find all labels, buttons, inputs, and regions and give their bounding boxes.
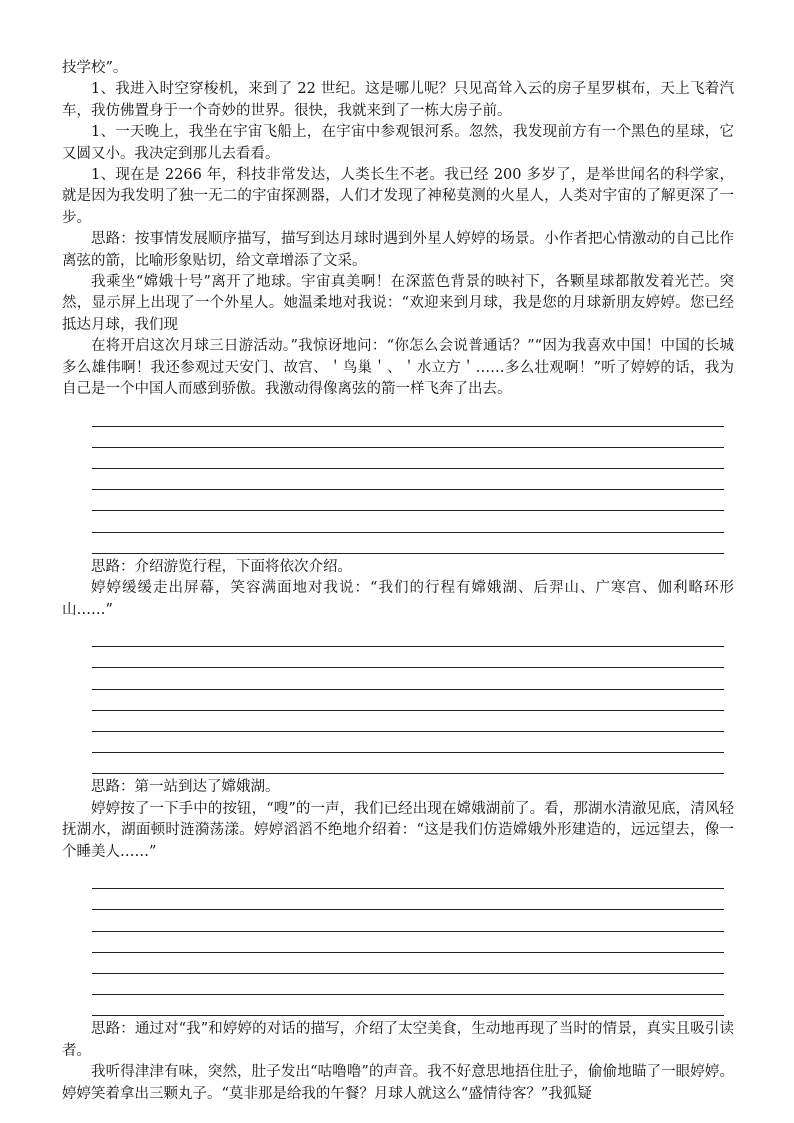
writing-line[interactable] (92, 626, 724, 647)
writing-line[interactable] (92, 511, 724, 532)
writing-line[interactable] (92, 490, 724, 511)
writing-line[interactable] (92, 974, 724, 995)
writing-line[interactable] (92, 533, 724, 554)
thinking-note: 思路：通过对“我”和婷婷的对话的描写，介绍了太空美食，生动地再现了当时的情景，真实且吸引读者。 (62, 1021, 734, 1059)
paragraph: 1、我进入时空穿梭机，来到了 22 世纪。这是哪儿呢？只见高耸入云的房子星罗棋布，天上飞着汽车，我仿佛置身于一个奇妙的世界。很快，我就来到了一栋大房子前。 (62, 81, 734, 119)
writing-line[interactable] (92, 910, 724, 931)
thinking-note: 思路：按事情发展顺序描写，描写到达月球时遇到外星人婷婷的场景。小作者把心情激动的自己比作离弦的箭，比喻形象贴切，给文章增添了文采。 (62, 231, 734, 269)
paragraph: 婷婷按了一下手中的按钮，“嗖”的一声，我们已经出现在嫦娥湖前了。看，那湖水清澈见底，清风轻抚湖水，湖面顿时涟漪荡漾。婷婷滔滔不绝地介绍着：“这是我们仿造嫦娥外形建造的，远远望去，像一个睡美人……” (62, 800, 734, 860)
paragraph: 在将开启这次月球三日游活动。”我惊讶地问：“你怎么会说普通话？”“因为我喜欢中国！中国的长城多么雄伟啊！我还参观过天安门、故宫、＇鸟巢＇、＇水立方＇……多么壮观啊！”听了婷婷的话，我为自己是一个中国人而感到骄傲。我激动得像离弦的箭一样飞奔了出去。 (62, 338, 734, 398)
writing-lines[interactable] (92, 868, 724, 1016)
writing-line[interactable] (92, 953, 724, 974)
writing-line[interactable] (92, 469, 724, 490)
writing-line[interactable] (92, 753, 724, 774)
writing-line[interactable] (92, 690, 724, 711)
writing-lines[interactable] (92, 626, 724, 774)
writing-line[interactable] (92, 427, 724, 448)
writing-line[interactable] (92, 647, 724, 668)
writing-line[interactable] (92, 995, 724, 1016)
writing-line[interactable] (92, 448, 724, 469)
writing-line[interactable] (92, 868, 724, 889)
writing-lines[interactable] (92, 406, 724, 554)
thinking-note: 思路：第一站到达了嫦娥湖。 (91, 779, 280, 796)
paragraph: 我听得津津有味，突然，肚子发出“咕噜噜”的声音。我不好意思地捂住肚子，偷偷地瞄了一眼婷婷。婷婷笑着拿出三颗丸子。“莫非那是给我的午餐？月球人就这么“盛情待客？”我狐疑 (62, 1064, 734, 1102)
document-page (62, 58, 734, 1105)
paragraph: 我乘坐“嫦娥十号”离开了地球。宇宙真美啊！在深蓝色背景的映衬下，各颗星球都散发着光芒。突然，显示屏上出现了一个外星人。她温柔地对我说：“欢迎来到月球，我是您的月球新朋友婷婷。您已经抵达月球，我们现 (62, 274, 734, 333)
paragraph: 婷婷缓缓走出屏幕，笑容满面地对我说：“我们的行程有嫦娥湖、后羿山、广寒宫、伽利略环形山……” (62, 580, 734, 618)
writing-line[interactable] (92, 406, 724, 427)
paragraph: 技学校”。 (62, 60, 128, 76)
thinking-note: 思路：介绍游览行程，下面将依次介绍。 (91, 558, 352, 575)
writing-line[interactable] (92, 711, 724, 732)
writing-line[interactable] (92, 732, 724, 753)
paragraph: 1、现在是 2266 年，科技非常发达，人类长生不老。我已经 200 多岁了，是举世闻名的科学家，就是因为我发明了独一无二的宇宙探测器，人们才发现了神秘莫测的火星人，人类对宇宙的了解更深了一步。 (62, 167, 734, 226)
writing-line[interactable] (92, 889, 724, 910)
writing-line[interactable] (92, 932, 724, 953)
paragraph: 1、一天晚上，我坐在宇宙飞船上，在宇宙中参观银河系。忽然，我发现前方有一个黑色的星球，它又圆又小。我决定到那儿去看看。 (62, 124, 734, 162)
writing-line[interactable] (92, 668, 724, 689)
